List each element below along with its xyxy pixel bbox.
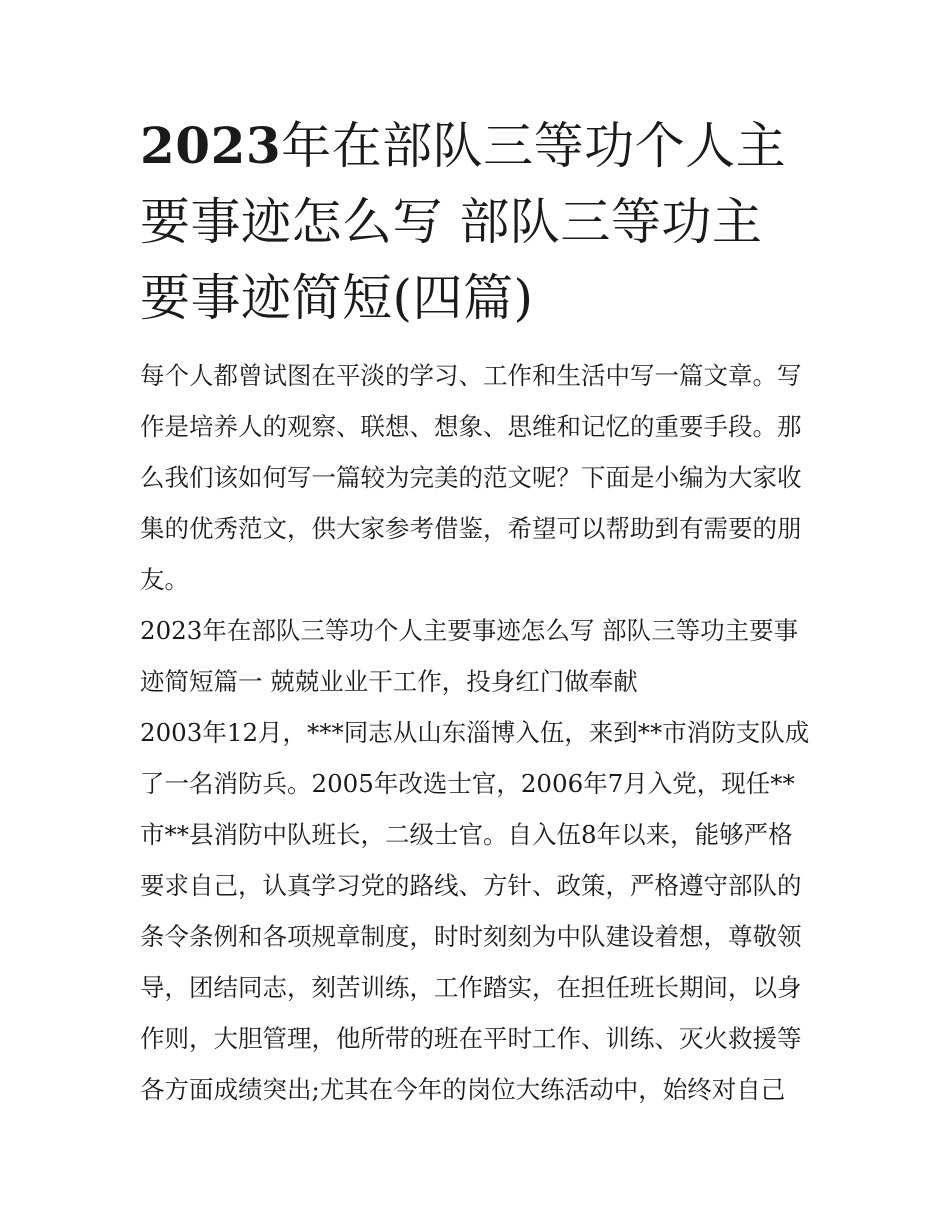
title-year: 2023 — [140, 116, 282, 175]
title-text: 年在部队三等功个人主要事迹怎么写 部队三等功主要事迹简短(四篇) — [140, 117, 787, 327]
body-paragraph: 2003年12月，***同志从山东淄博入伍，来到**市消防支队成了一名消防兵。2005年改选士官，2006年7月入党，现任**市**县消防中队班长，二级士官。自入伍8年以来，能够严格要求自己，认真学习党的路线、方针、政策，严格遵守部队的条令条例和各项规章制度，时时刻刻为中队建设着想，尊敬领导，团结同志，刻苦训练，工作踏实，在担任班长期间，以身作则，大胆管理，他所带的班在平时工作、训练、灭火救援等各方面成绩突出;尤其在今年的岗位大练活动中，始终对自己 — [140, 718, 810, 1104]
intro-paragraph: 每个人都曾试图在平淡的学习、工作和生活中写一篇文章。写作是培养人的观察、联想、想象、思维和记忆的重要手段。那么我们该如何写一篇较为完美的范文呢？下面是小编为大家收集的优秀范文，供大家参考借鉴，希望可以帮助到有需要的朋友。 — [140, 361, 802, 594]
section-heading: 2023年在部队三等功个人主要事迹怎么写 部队三等功主要事迹简短篇一 兢兢业业干工作，投身红门做奉献 — [140, 616, 799, 696]
document-page — [140, 108, 812, 1115]
document-title — [140, 108, 812, 336]
